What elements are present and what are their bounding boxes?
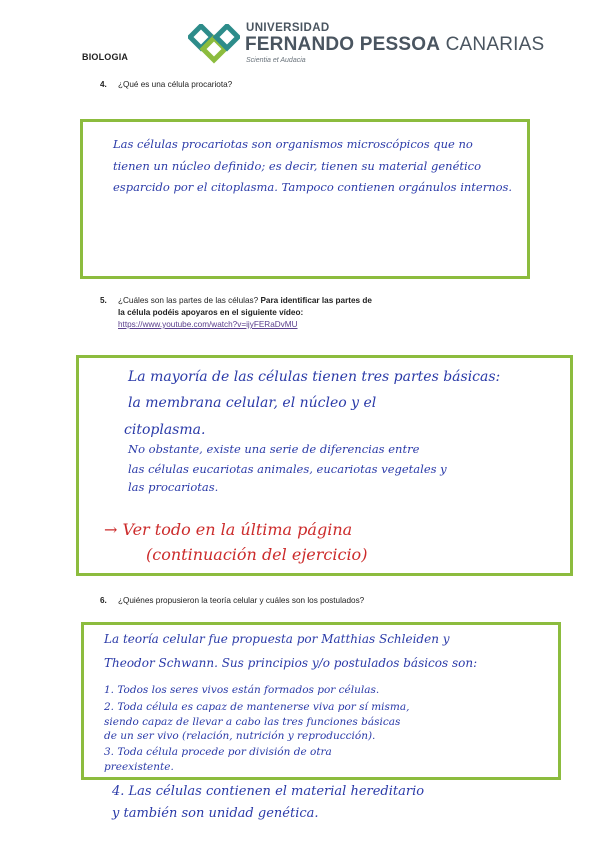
question-4 [100,80,232,89]
handwritten-line: siendo capaz de llevar a cabo las tres funciones básicas [104,716,401,728]
handwritten-line: las células eucariotas animales, eucariotas vegetales y [128,462,447,476]
question-6 [100,596,364,605]
handwritten-note: (continuación del ejercicio) [146,545,368,564]
subject-label: BIOLOGIA [82,52,129,62]
handwritten-note: → Ver todo en la última página [104,520,353,539]
question-text: ¿Qué es una célula procariota? [118,80,233,89]
handwritten-line: tienen un núcleo definido; es decir, tienen su material genético [113,159,482,173]
handwritten-line: Theodor Schwann. Sus principios y/o postulados básicos son: [104,656,478,670]
university-name-main: FERNANDO PESSOA [245,34,441,55]
handwritten-line: la membrana celular, el núcleo y el [128,395,377,411]
handwritten-line: Las células procariotas son organismos microscópicos que no [113,137,473,151]
handwritten-line: las procariotas. [128,480,219,494]
handwritten-line: 2. Toda célula es capaz de mantenerse viva por sí misma, [104,701,410,713]
question-number: 6. [100,596,107,605]
question-5 [100,295,480,331]
handwritten-line: citoplasma. [124,422,206,438]
video-link[interactable]: https://www.youtube.com/watch?v=ijyFERaDvMU [118,320,298,329]
question-text: ¿Cuáles son las partes de las células? [118,296,259,305]
handwritten-line: y también son unidad genética. [112,806,319,821]
handwritten-line: La teoría celular fue propuesta por Matthias Schleiden y [104,632,450,646]
university-logo-icon [188,24,240,64]
university-label: UNIVERSIDAD [246,22,330,34]
handwritten-line: esparcido por el citoplasma. Tampoco contienen orgánulos internos. [113,180,513,194]
handwritten-line: de un ser vivo (relación, nutrición y reproducción). [104,730,376,742]
handwritten-line: 3. Toda célula procede por división de otra [104,746,332,758]
university-name [245,34,544,56]
handwritten-line: No obstante, existe una serie de diferencias entre [128,442,420,456]
question-instruction: Para identificar las partes de [260,296,372,305]
question-text: ¿Quiénes propusieron la teoría celular y cuáles son los postulados? [118,596,365,605]
university-motto: Scientia et Audacia [246,57,306,64]
handwritten-line: La mayoría de las células tienen tres partes básicas: [128,369,501,385]
question-number: 4. [100,80,107,89]
handwritten-line: 4. Las células contienen el material hereditario [112,784,425,799]
handwritten-line: preexistente. [104,761,174,773]
question-number: 5. [100,296,107,305]
handwritten-line: 1. Todos los seres vivos están formados por células. [104,684,380,696]
question-instruction-2: la célula podéis apoyaros en el siguiente vídeo: [118,308,304,317]
university-name-region: CANARIAS [445,34,545,55]
